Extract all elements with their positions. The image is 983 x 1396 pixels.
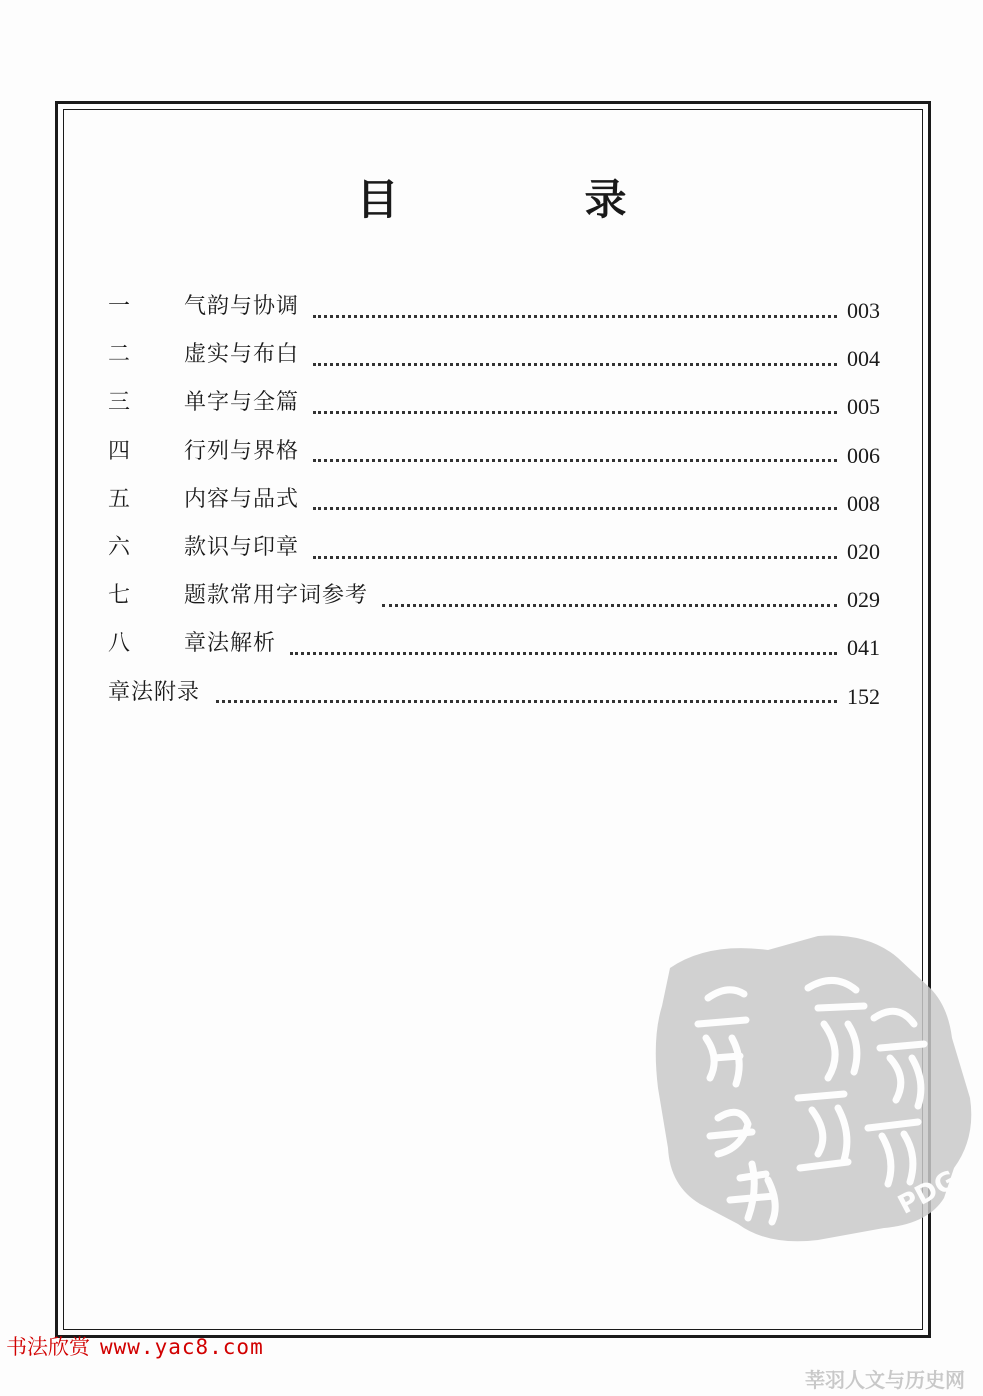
dot-leader [313, 445, 837, 462]
appendix-title: 章法附录 [108, 679, 201, 705]
page-number: 005 [847, 394, 880, 420]
dot-leader [313, 349, 837, 366]
chapter-title: 虚实与布白 [184, 342, 300, 368]
page-title: 目 录 [356, 175, 699, 224]
chapter-title: 单字与全篇 [184, 390, 300, 416]
toc-row [108, 620, 880, 668]
page-number: 029 [847, 587, 880, 613]
page-number: 020 [847, 539, 880, 565]
chapter-title: 行列与界格 [184, 438, 300, 464]
dot-leader [313, 301, 837, 318]
page-number: 041 [847, 635, 880, 661]
site-name: 书法欣赏 [6, 1335, 90, 1359]
page-number: 003 [847, 298, 880, 324]
table-of-contents [108, 283, 880, 717]
chapter-title: 内容与品式 [184, 486, 300, 512]
chapter-number: 八 [108, 631, 131, 657]
dot-leader [313, 542, 837, 559]
toc-row [108, 331, 880, 379]
pdg-seal-watermark [648, 928, 978, 1248]
toc-row [108, 572, 880, 620]
toc-row-appendix [108, 669, 880, 717]
chapter-title: 章法解析 [184, 631, 277, 657]
site-url: www.yac8.com [100, 1335, 264, 1359]
dot-leader [313, 397, 837, 414]
chapter-title: 款识与印章 [184, 535, 300, 561]
chapter-number: 一 [108, 294, 131, 320]
page-number: 006 [847, 442, 880, 468]
dot-leader [313, 493, 837, 510]
dot-leader [290, 638, 837, 655]
toc-row [108, 379, 880, 427]
seal-pdg-text: PDG [893, 1165, 963, 1221]
chapter-number: 五 [108, 486, 131, 512]
page-number: 004 [847, 346, 880, 372]
site-watermark [6, 1333, 264, 1361]
toc-row [108, 524, 880, 572]
chapter-number: 四 [108, 438, 131, 464]
toc-row [108, 428, 880, 476]
chapter-number: 七 [108, 583, 131, 609]
chapter-number: 二 [108, 342, 131, 368]
page-number: 152 [847, 683, 880, 709]
toc-row [108, 476, 880, 524]
chapter-title: 气韵与协调 [184, 294, 300, 320]
chapter-title: 题款常用字词参考 [184, 583, 369, 609]
chapter-number: 三 [108, 390, 131, 416]
page-number: 008 [847, 490, 880, 516]
chapter-number: 六 [108, 535, 131, 561]
source-watermark: 莘羽人文与历史网 [805, 1368, 965, 1392]
dot-leader [382, 590, 837, 607]
toc-row [108, 283, 880, 331]
dot-leader [216, 686, 837, 703]
